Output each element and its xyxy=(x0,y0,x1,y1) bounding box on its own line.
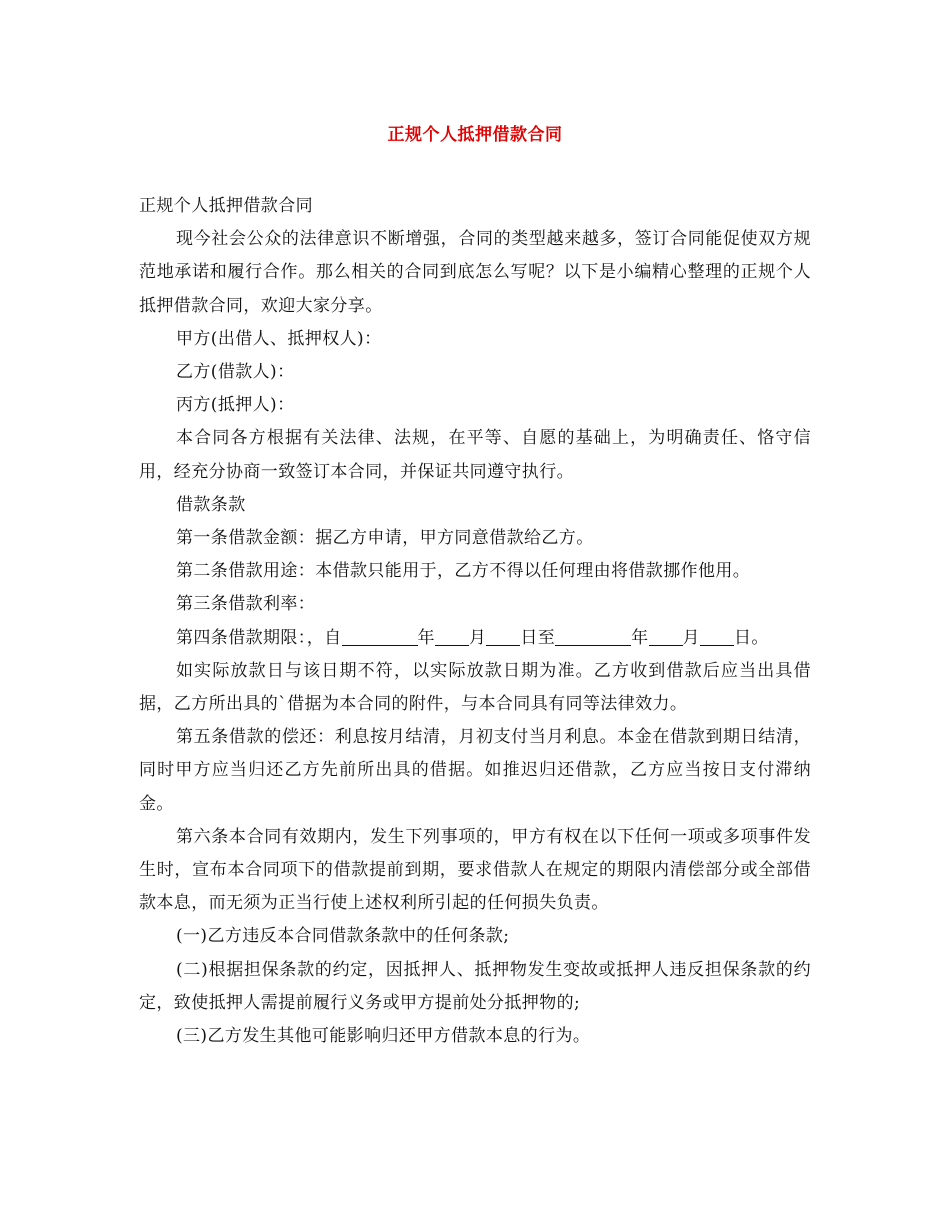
blank-day-start xyxy=(486,628,520,646)
clause-item-1: (一)乙方违反本合同借款条款中的任何条款; xyxy=(176,926,510,947)
label-month-end: 月 xyxy=(682,627,700,648)
blank-day-end xyxy=(700,628,734,646)
document-body xyxy=(139,190,811,1053)
article-4-prefix: 第四条借款期限：，自 xyxy=(176,627,342,648)
blank-year-start xyxy=(342,628,418,646)
blank-year-end xyxy=(555,628,631,646)
article-1: 第一条借款金额：据乙方申请，甲方同意借款给乙方。 xyxy=(176,528,594,549)
clause-item-3: (三)乙方发生其他可能影响归还甲方借款本息的行为。 xyxy=(176,1026,591,1047)
article-5: 第五条借款的偿还：利息按月结清，月初支付当月利息。本金在借款到期日结清，同时甲方应当归还乙方先前所出具的借据。如推迟归还借款，乙方应当按日支付滞纳金。 xyxy=(139,727,811,814)
article-2: 第二条借款用途：本借款只能用于，乙方不得以任何理由将借款挪作他用。 xyxy=(176,561,751,582)
label-day-to: 日至 xyxy=(520,627,556,648)
document-title: 正规个人抵押借款合同 xyxy=(387,125,563,145)
clause-item-2: (二)根据担保条款的约定，因抵押人、抵押物发生变故或抵押人违反担保条款的约定，致使抵押人需提前履行义务或甲方提前处分抵押物的; xyxy=(139,959,811,1013)
label-year-end: 年 xyxy=(631,627,649,648)
blank-month-end xyxy=(649,628,683,646)
article-6: 第六条本合同有效期内，发生下列事项的，甲方有权在以下任何一项或多项事件发生时，宣布本合同项下的借款提前到期，要求借款人在规定的期限内清偿部分或全部借款本息，而无须为正当行使上述权利所引起的任何损失负责。 xyxy=(139,826,811,914)
blank-month-start xyxy=(435,628,469,646)
section-heading: 借款条款 xyxy=(176,494,246,515)
article-4 xyxy=(139,622,811,655)
intro-paragraph: 现今社会公众的法律意识不断增强，合同的类型越来越多，签订合同能促使双方规范地承诺和履行合作。那么相关的合同到底怎么写呢？以下是小编精心整理的正规个人抵押借款合同，欢迎大家分享。 xyxy=(139,229,811,316)
label-year-start: 年 xyxy=(417,627,435,648)
party-a-line: 甲方(出借人、抵押权人)： xyxy=(176,328,382,349)
article-3: 第三条借款利率： xyxy=(176,594,316,615)
party-c-line: 丙方(抵押人)： xyxy=(176,395,295,416)
preamble-paragraph: 本合同各方根据有关法律、法规，在平等、自愿的基础上，为明确责任、恪守信用，经充分协商一致签订本合同，并保证共同遵守执行。 xyxy=(139,428,811,482)
party-b-line: 乙方(借款人)： xyxy=(176,362,295,383)
article-4-note: 如实际放款日与该日期不符，以实际放款日期为准。乙方收到借款后应当出具借据，乙方所出具的`借据为本合同的附件，与本合同具有同等法律效力。 xyxy=(139,660,811,715)
label-day-end: 日。 xyxy=(733,627,769,648)
subtitle-line: 正规个人抵押借款合同 xyxy=(139,196,313,216)
label-month-start: 月 xyxy=(468,627,487,648)
